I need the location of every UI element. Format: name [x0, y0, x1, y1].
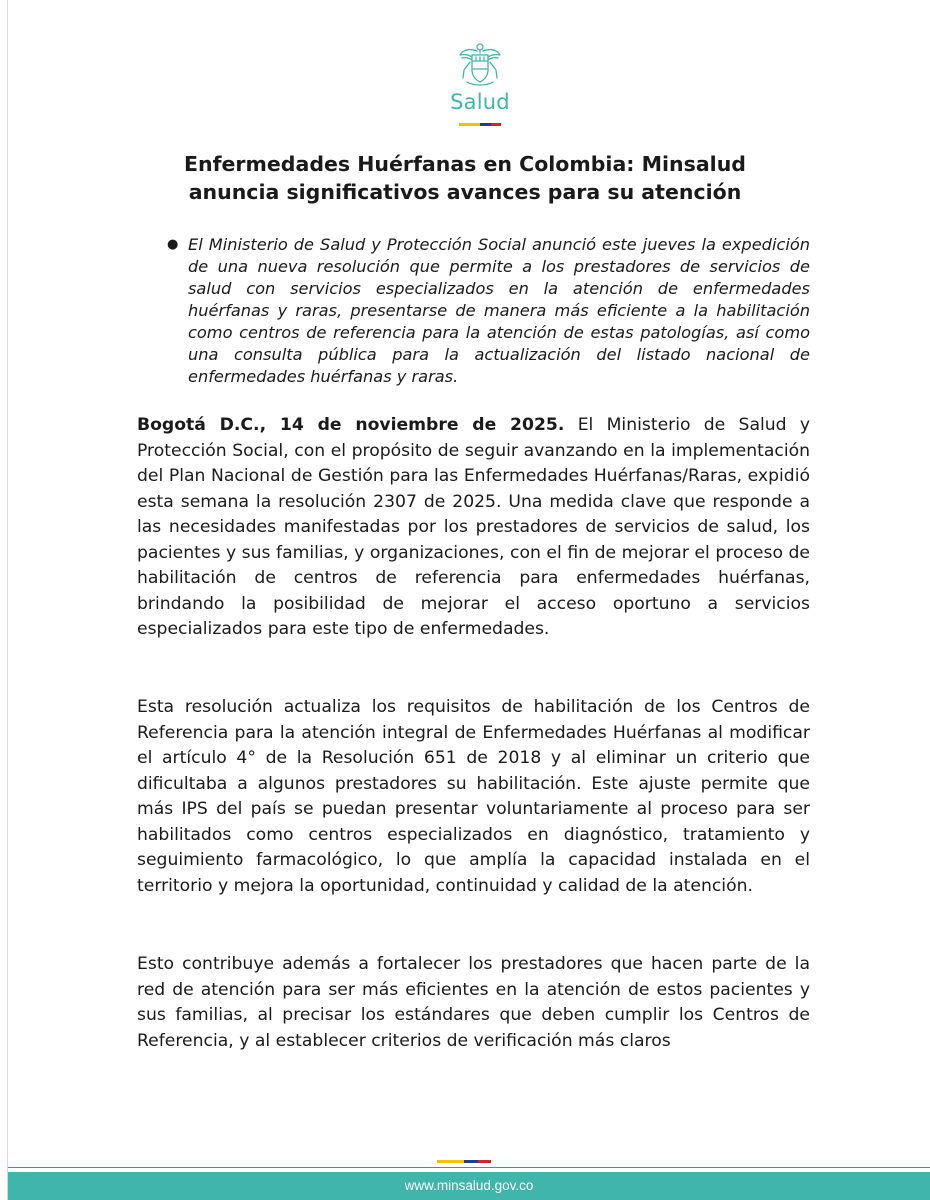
press-release-title	[150, 150, 780, 206]
footer-website-link[interactable]: www.minsalud.gov.co	[404, 1178, 534, 1193]
logo-flag-bar	[459, 123, 501, 126]
logo-wordmark: Salud	[450, 90, 510, 114]
title-line-2: anuncia significativos avances para su atención	[188, 180, 742, 204]
page-left-edge	[7, 0, 8, 1200]
body-paragraph-1	[137, 413, 810, 643]
body-paragraph-2: Esta resolución actualiza los requisitos de habilitación de los Centros de Referencia para la atención integral de Enfermedades Huérfanas al modificar el artículo 4° de la Resolución 651 de 2018 y al eliminar un criterio que dificultaba a algunos prestadores su habilitación. Este ajuste permite que más IPS del país se puedan presentar voluntariamente al proceso para ser habilitados como centros especializados en diagnóstico, tratamiento y seguimiento farmacológico, lo que amplía la capacidad instalada en el territorio y mejora la oportunidad, continuidad y calidad de la atención.	[137, 697, 810, 896]
paragraph-1-text: El Ministerio de Salud y Protección Social, con el propósito de seguir avanzando en la implementación del Plan Nacional de Gestión para las Enfermedades Huérfanas/Raras, expidió esta semana la resolución 2307 de 2025. Una medida clave que responde a las necesidades manifestadas por los prestadores de servicios de salud, los pacientes y sus familias, y organizaciones, con el fin de mejorar el proceso de habilitación de centros de referencia para enfermedades huérfanas, brindando la posibilidad de mejorar el acceso oportuno a servicios especializados para este tipo de enfermedades.	[137, 415, 810, 639]
body-paragraph-3: Esto contribuye además a fortalecer los prestadores que hacen parte de la red de atención para ser más eficientes en la atención de estos pacientes y sus familias, al precisar los estándares que deben cumplir los Centros de Referencia, y al establecer criterios de verificación más claros	[137, 954, 810, 1051]
summary-text: El Ministerio de Salud y Protección Social anunció este jueves la expedición de una nueva resolución que permite a los prestadores de servicios de salud con servicios especializados en la atención de enfermedades huérfanas y raras, presentarse de manera más eficiente a la habilitación como centros de referencia para la atención de estas patologías, así como una consulta pública para la actualización del listado nacional de enfermedades huérfanas y raras.	[188, 235, 810, 386]
footer-flag-bar	[437, 1160, 491, 1163]
title-line-1: Enfermedades Huérfanas en Colombia: Minsalud	[184, 152, 746, 176]
dateline: Bogotá D.C., 14 de noviembre de 2025.	[137, 415, 565, 435]
footer-divider	[8, 1167, 930, 1168]
minsalud-logo	[430, 40, 530, 126]
bullet-icon: ●	[167, 237, 179, 252]
summary-bullet	[167, 234, 810, 388]
colombia-coat-of-arms-icon	[457, 40, 503, 88]
